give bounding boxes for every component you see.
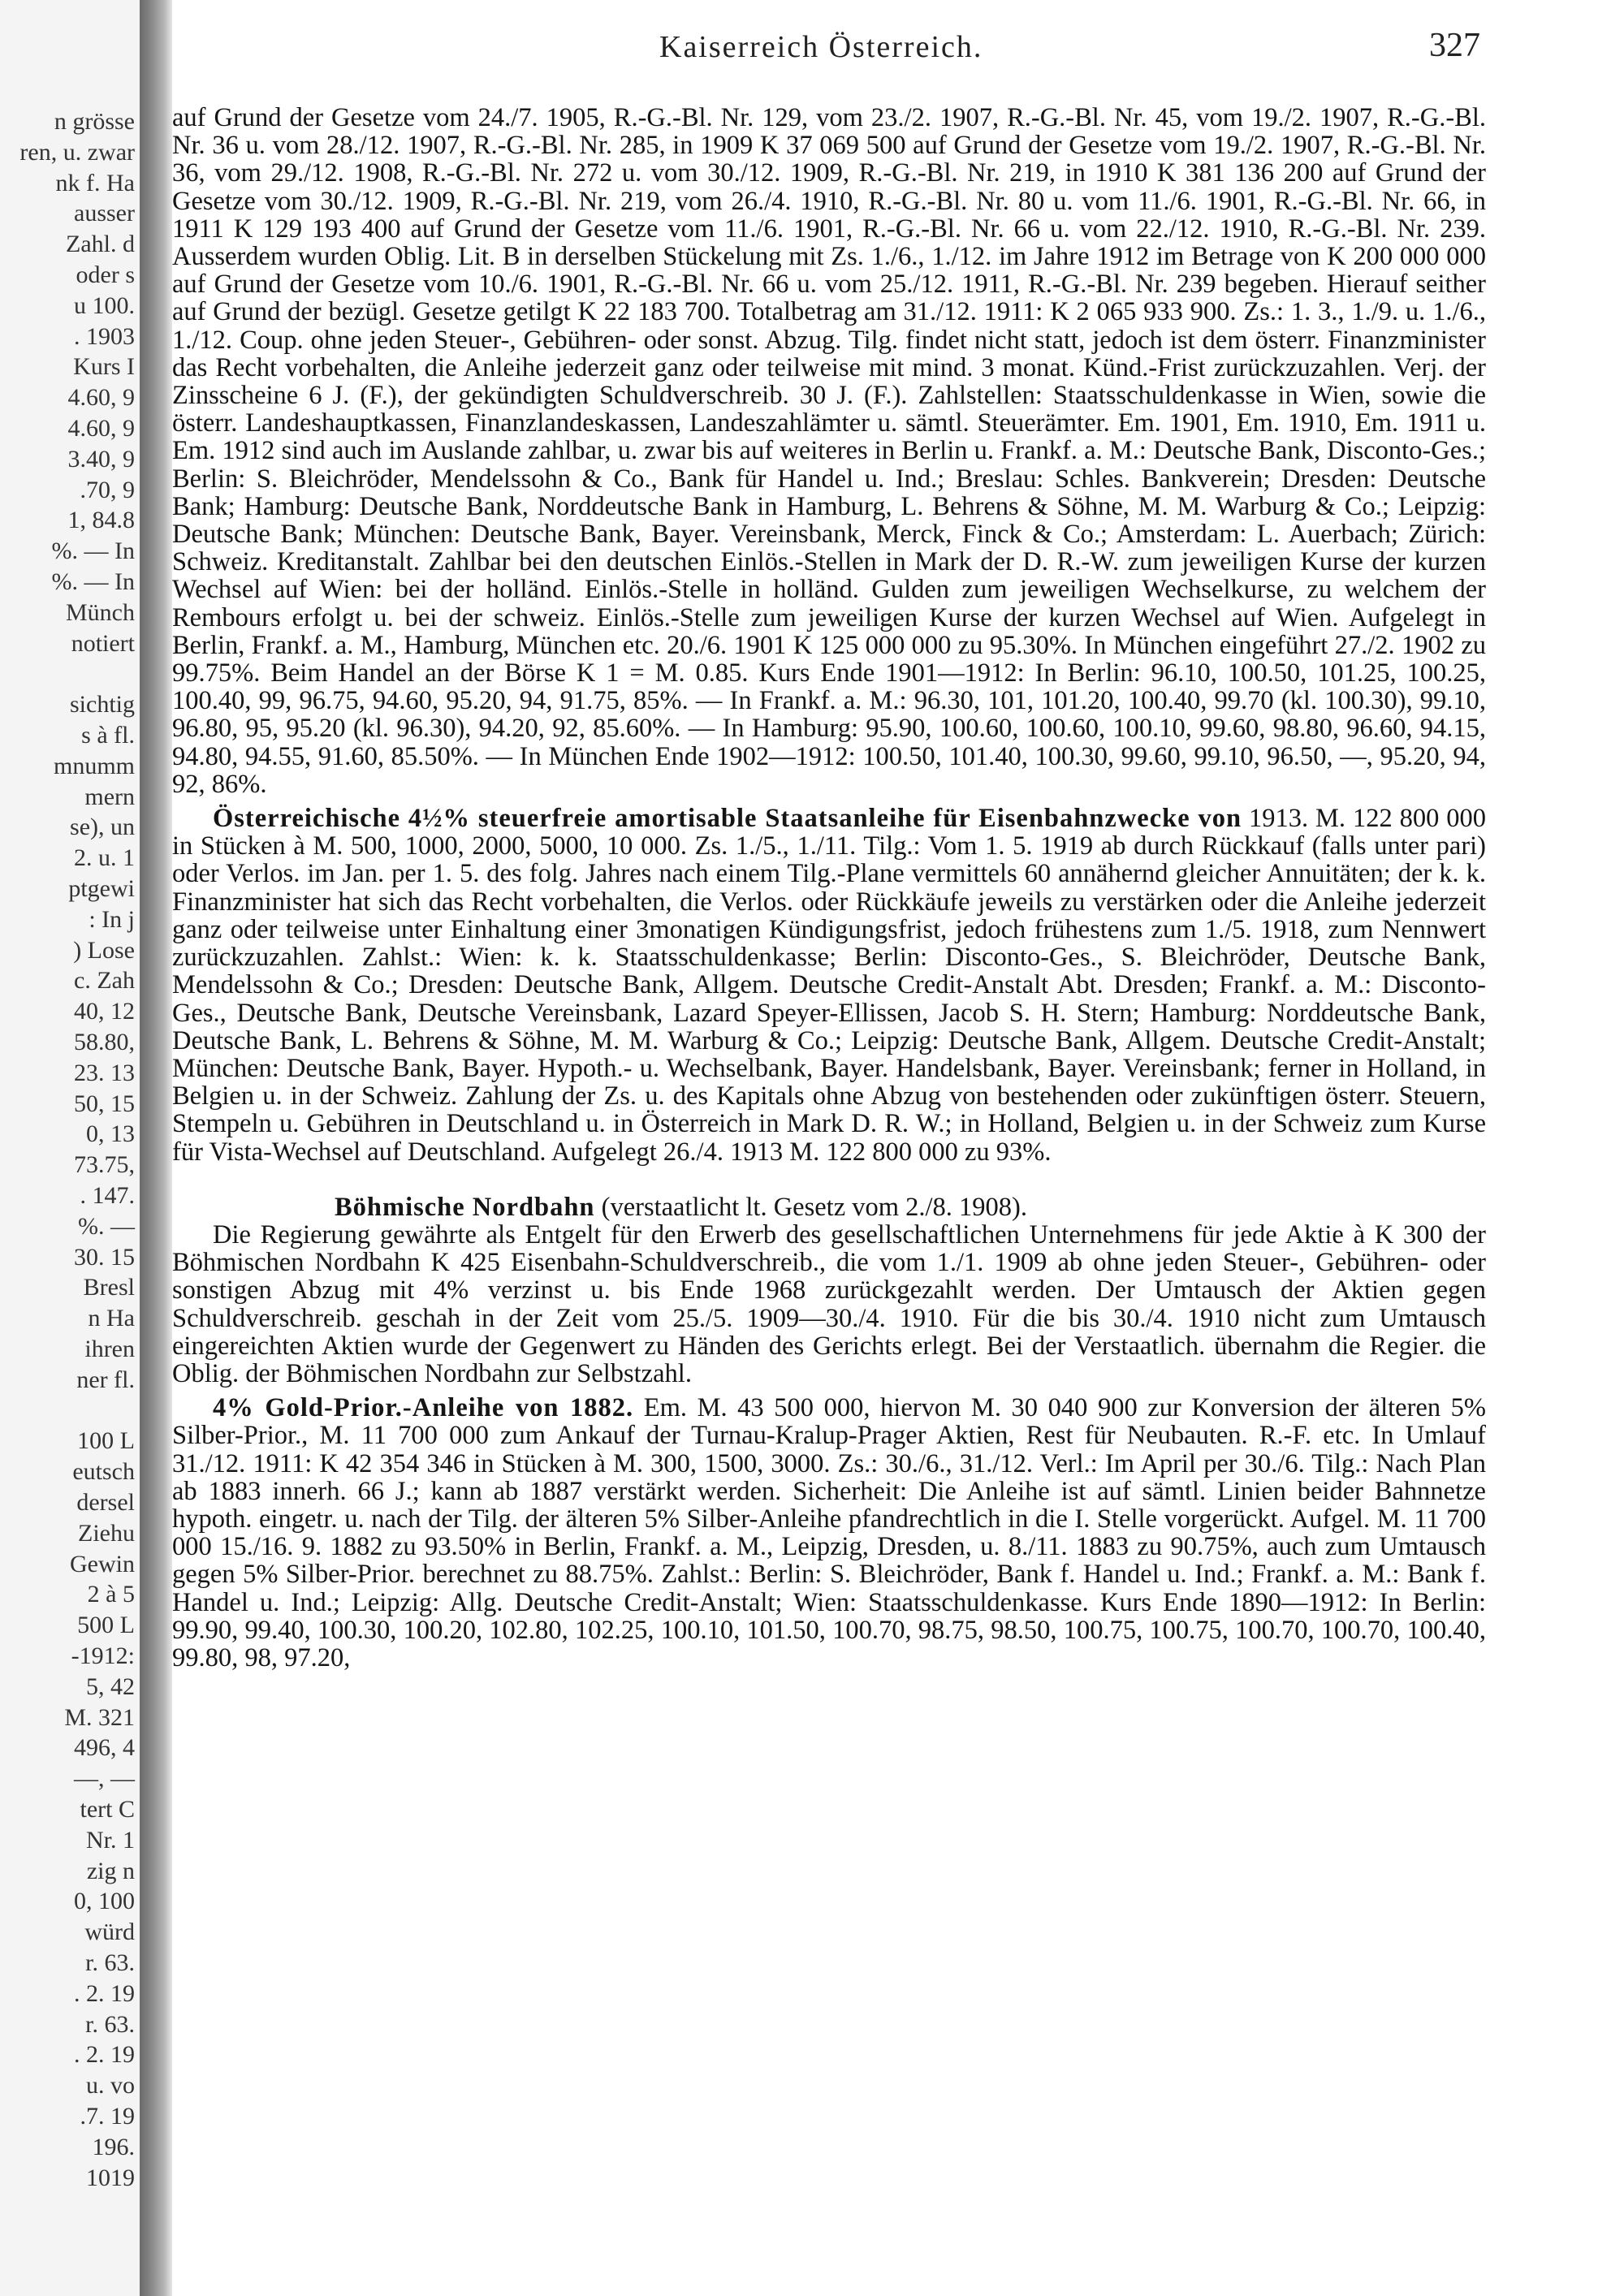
left-page-line: ren, u. zwar xyxy=(19,138,135,166)
left-page-line: —, — xyxy=(74,1765,135,1793)
left-page-line: Nr. 1 xyxy=(86,1826,135,1854)
left-page-line: ihren xyxy=(84,1336,135,1362)
left-page-line: -1912: xyxy=(71,1642,135,1669)
left-page-line: : In j xyxy=(89,905,135,933)
left-page-line: nk f. Ha xyxy=(55,169,135,196)
left-page-line: 40, 12 xyxy=(74,998,135,1025)
running-title: Kaiserreich Österreich. xyxy=(659,30,983,64)
left-page-line: . 1903 xyxy=(74,322,135,350)
left-page-line: ner fl. xyxy=(76,1366,135,1393)
section-boehm-text: Die Regierung gewährte als Entgelt für den Erwerb des gesellschaftlichen Unternehmens für jede Aktie à K 300 der Böhmischen Nordbahn K 425 Eisenbahn-Schuldverschreib., die vom 1./1. 1909 ab ohne jeden Steuer-, Gebühren- oder sonstigen Abzug mit 4% verzinst u. bis Ende 1968 zurückgezahlt werden. Der Umtausch der Aktien gegen Schuldverschreib. geschah in der Zeit vom 25./5. 1909—30./4. 1910. Für die bis 30./4. 1910 nicht zum Umtausch eingereichten Aktien wurde der Gegenwert zu Händen des Gerichts erlegt. Bei der Verstaatlich. übernahm die Regier. die Oblig. der Böhmischen Nordbahn zur Selbstzahl. xyxy=(172,1219,1486,1388)
section-heading-boehmische-nordbahn: Böhmische Nordbahn xyxy=(335,1192,595,1222)
left-page-line: 196. xyxy=(92,2133,135,2160)
left-page-line: eutsch xyxy=(72,1458,135,1486)
left-page-line: 73.75, xyxy=(74,1151,135,1179)
left-page-line: . 2. 19 xyxy=(74,1979,135,2007)
left-page-line: 2. u. 1 xyxy=(74,844,135,872)
left-page-line: 50, 15 xyxy=(74,1090,135,1117)
book-gutter xyxy=(140,0,172,2296)
left-page-line: Bresl xyxy=(83,1274,135,1301)
page-header xyxy=(172,29,1512,75)
paragraph-anleihe-continued: auf Grund der Gesetze vom 24./7. 1905, R.-G.-Bl. Nr. 129, vom 23./2. 1907, R.-G.-Bl. Nr. 45, vom 19./2. 1907, R.-G.-Bl. Nr. 36 u. vom 28./12. 1907, R.-G.-Bl. Nr. 285, in 1909 K 37 069 500 auf Grund der Gesetze vom 19./2. 1907, R.-G.-Bl. Nr. 36, vom 29./12. 1908, R.-G.-Bl. Nr. 272 u. vom 30./12. 1909, R.-G.-Bl. Nr. 219, in 1910 K 381 136 200 auf Grund der Gesetze vom 30./12. 1909, R.-G.-Bl. Nr. 219, vom 26./4. 1910, R.-G.-Bl. Nr. 80 u. vom 11./6. 1901, R.-G.-Bl. Nr. 66, in 1911 K 129 193 400 auf Grund der Gesetze vom 11./6. 1901, R.-G.-Bl. Nr. 66 u. vom 22./12. 1910, R.-G.-Bl. Nr. 239. Ausserdem wurden Oblig. Lit. B in derselben Stückelung mit Zs. 1./6., 1./12. im Jahre 1912 im Betrage von K 200 000 000 auf Grund der Gesetze vom 10./6. 1901, R.-G.-Bl. Nr. 66 u. vom 25./12. 1911, R.-G.-Bl. Nr. 239 begeben. Hierauf seither auf Grund der bezügl. Gesetze getilgt K 22 183 700. Totalbetrag am 31./12. 1911: K 2 065 933 900. Zs.: 1. 3., 1./9. u. 1./6., 1./12. Coup. ohne jeden Steuer-, Gebühren- oder sonst. Abzug. Tilg. findet nicht statt, jedoch ist dem österr. Finanzminister das Recht vorbehalten, die Anleihe jederzeit ganz oder teilweise mit mind. 3 monat. Künd.-Frist zurückzuzahlen. Verj. der Zinsscheine 6 J. (F.), der gekündigten Schuldverschreib. 30 J. (F.). Zahlstellen: Staatsschuldenkasse in Wien, sowie die österr. Landeshauptkassen, Finanzlandeskassen, Landeszahlämter u. sämtl. Steuerämter. Em. 1901, Em. 1910, Em. 1911 u. Em. 1912 sind auch im Auslande zahlbar, u. zwar bis auf weiteres in Berlin u. Frankf. a. M.: Deutsche Bank, Disconto-Ges.; Berlin: S. Bleichröder, Mendelssohn & Co., Bank für Handel u. Ind.; Breslau: Schles. Bankverein; Dresden: Deutsche Bank; Hamburg: Deutsche Bank, Norddeutsche Bank in Hamburg, L. Behrens & Söhne, M. M. Warburg & Co.; Leipzig: Deutsche Bank; München: Deutsche Bank, Bayer. Vereinsbank, Merck, Finck & Co.; Amsterdam: L. Auerbach; Zürich: Schweiz. Kreditanstalt. Zahlbar bei den deutschen Einlös.-Stellen in Mark der D. R.-W. zum jeweiligen Kurse der kurzen Wechsel auf Wien: bei der holländ. Einlös.-Stelle in holländ. Gulden zum jeweiligen Wechselkurse, zu welchem der Rembours erfolgt u. bei der schweiz. Einlös.-Stelle zum jeweiligen Kurse der kurzen Wechsel auf Wien. Aufgelegt in Berlin, Frankf. a. M., Hamburg, München etc. 20./6. 1901 K 125 000 000 zu 95.30%. In München eingeführt 27./2. 1902 zu 99.75%. Beim Handel an der Börse K 1 = M. 0.85. Kurs Ende 1901—1912: In Berlin: 96.10, 100.50, 101.25, 100.25, 100.40, 99, 96.75, 94.60, 95.20, 94, 91.75, 85%. — In Frankf. a. M.: 96.30, 101, 101.20, 100.40, 99.70 (kl. 100.30), 99.10, 96.80, 95, 95.20 (kl. 96.30), 94.20, 92, 85.60%. — In Hamburg: 95.90, 100.60, 100.60, 100.10, 99.60, 98.80, 96.60, 94.15, 94.80, 94.55, 91.60, 85.50%. — In München Ende 1902—1912: 100.50, 101.40, 100.30, 99.60, 99.10, 96.50, —, 95.20, 94, 92, 86%. xyxy=(172,103,1486,799)
left-page-line: 1019 xyxy=(86,2164,135,2191)
left-page-line: M. 321 xyxy=(64,1703,135,1731)
left-page-line: .70, 9 xyxy=(80,476,135,503)
left-page-line: .7. 19 xyxy=(80,2103,135,2130)
left-page-line: 496, 4 xyxy=(74,1734,135,1762)
left-page-line: n grösse xyxy=(54,108,135,135)
left-page-line: sichtig xyxy=(70,691,135,719)
left-page-line: se), un xyxy=(70,814,135,841)
left-page-line: notiert xyxy=(71,629,135,657)
left-page-line: 2 à 5 xyxy=(87,1581,135,1608)
left-page-line: ausser xyxy=(74,200,135,227)
left-page-line: Gewin xyxy=(70,1550,135,1577)
left-page-line: 30. 15 xyxy=(74,1243,135,1271)
left-page-line: dersel xyxy=(76,1489,135,1516)
left-page-line: %. — xyxy=(78,1212,135,1240)
left-page-line: c. Zah xyxy=(74,967,135,995)
left-page-line: 3.40, 9 xyxy=(67,445,135,473)
left-page-line: zig n xyxy=(86,1857,135,1884)
left-page-line: 0, 13 xyxy=(86,1120,135,1148)
section-heading-suffix: (verstaatlicht lt. Gesetz vom 2./8. 1908). xyxy=(594,1192,1028,1222)
section-text: 1913. M. 122 800 000 in Stücken à M. 500, 1000, 2000, 5000, 10 000. Zs. 1./5., 1./11. Tilg.: Vom 1. 5. 1919 ab durch Rückkauf (falls unter pari) oder Verlos. im Jan. per 1. 5. des folg. Jahres nach einem Tilg.-Plane vermittels 60 annähernd gleicher Annuitäten; der k. k. Finanzminister hat sich das Recht vorbehalten, die Verlos. oder Rückkäufe jeweils zu verstärken oder die Anleihe jederzeit ganz oder teilweise unter Einhaltung einer 3monatigen Kündigungsfrist, jedoch frühestens zum 1./5. 1918, zum Nennwert zurückzuzahlen. Zahlst.: Wien: k. k. Staatsschuldenkasse; Berlin: Disconto-Ges., S. Bleichröder, Deutsche Bank, Mendelssohn & Co.; Dresden: Deutsche Bank, Allgem. Deutsche Credit-Anstalt Abt. Dresden; Frankf. a. M.: Disconto-Ges., Deutsche Bank, Deutsche Vereinsbank, Lazard Speyer-Ellissen, Jacob S. H. Stern; Hamburg: Norddeutsche Bank, Deutsche Bank, L. Behrens & Söhne, M. M. Warburg & Co.; Leipzig: Deutsche Bank, Allgem. Deutsche Credit-Anstalt; München: Deutsche Bank, Bayer. Hypoth.- u. Wechselbank, Bayer. Handelsbank, Bayer. Vereinsbank; ferner in Holland, in Belgien u. in der Schweiz. Zahlung der Zs. u. des Kapitals ohne Abzug von bestehenden oder zukünftigen österr. Steuern, Stempeln u. Gebühren in Deutschland u. in Österreich in Mark D. R. W.; in Holland, Belgien u. in der Schweiz zum Kurse für Vista-Wechsel auf Deutschland. Aufgelegt 26./4. 1913 M. 122 800 000 zu 93%. xyxy=(172,804,1487,1167)
left-page-line: 100 L xyxy=(77,1427,135,1455)
left-page-line: r. 63. xyxy=(85,1949,135,1976)
left-page-line: 0, 100 xyxy=(74,1888,135,1915)
left-page-line: u 100. xyxy=(74,291,135,319)
left-page-line: n Ha xyxy=(88,1305,135,1332)
section-text: Em. M. 43 500 000, hiervon M. 30 040 900 zur Konversion der älteren 5% Silber-Prior., M. 11 700 000 zum Ankauf der Turnau-Kralup-Prager Aktien, Rest für Neubauten. R.-F. etc. In Umlauf 31./12. 1911: K 42 354 346 in Stücken à M. 300, 1500, 3000. Zs.: 30./6., 31./12. Verl.: Im April per 30./6. Tilg.: Nach Plan ab 1883 innerh. 66 J.; kann ab 1887 verstärkt werden. Sicherheit: Die Anleihe ist auf sämtl. Linien beider Bahnnetze hypoth. eingetr. u. nach der Tilg. der älteren 5% Silber-Anleihe pfandrechtlich in die I. Stelle vorgerückt. Aufgel. M. 11 700 000 15./16. 9. 1882 zu 93.50% in Berlin, Frankf. a. M., Leipzig, Dresden, u. 8./11. 1883 zu 90.75%, auch zum Umtausch gegen 5% Silber-Prior. berechnet zu 88.75%. Zahlst.: Berlin: S. Bleichröder, Bank f. Handel u. Ind.; Frankf. a. M.: Bank f. Handel u. Ind.; Leipzig: Allg. Deutsche Credit-Anstalt; Wien: Staatsschuldenkasse. Kurs Ende 1890—1912: In Berlin: 99.90, 99.40, 100.30, 100.20, 102.80, 102.25, 100.10, 101.50, 100.70, 98.75, 98.50, 100.75, 100.75, 100.70, 100.70, 100.40, 99.80, 98, 97.20, xyxy=(172,1393,1486,1672)
left-page-line: Münch xyxy=(66,598,135,626)
left-page-line: . 147. xyxy=(80,1182,135,1209)
left-page-line: ptgewi xyxy=(68,875,135,902)
left-page-line: 1, 84.8 xyxy=(67,507,135,534)
section-heading: Österreichische 4½% steuerfreie amortisable Staatsanleihe für Eisenbahnzwecke von xyxy=(213,804,1242,834)
left-page-line: 4.60, 9 xyxy=(67,384,135,412)
left-page-line: würd xyxy=(84,1918,135,1946)
left-page-line: mern xyxy=(84,783,135,810)
left-page-line: Ziehu xyxy=(78,1519,135,1547)
section-heading-gold-prior: 4% Gold-Prior.-Anleihe von 1882. xyxy=(213,1393,634,1423)
left-page-line: . 2. 19 xyxy=(74,2041,135,2069)
left-page-fragment xyxy=(0,0,140,2296)
left-page-line: oder s xyxy=(76,261,135,288)
left-page-line: ) Lose xyxy=(73,936,135,964)
left-page-line: 4.60, 9 xyxy=(67,415,135,442)
left-page-line: mnumm xyxy=(53,752,135,779)
page-number: 327 xyxy=(1429,27,1480,64)
left-page-line: r. 63. xyxy=(85,2010,135,2038)
left-page-line: 58.80, xyxy=(74,1029,135,1055)
document-page xyxy=(172,0,1624,2296)
section-oesterr-eisenbahn xyxy=(172,805,1486,1166)
left-page-line: 23. 13 xyxy=(74,1059,135,1086)
section-boehm-heading-line xyxy=(172,1193,1486,1221)
left-page-line: tert C xyxy=(80,1796,135,1823)
left-page-line: Kurs I xyxy=(73,353,135,381)
left-page-line: u. vo xyxy=(86,2072,135,2100)
left-page-line: Zahl. d xyxy=(66,231,135,258)
page-body xyxy=(172,104,1486,1672)
left-page-line: 500 L xyxy=(77,1612,135,1639)
section-gold-prior xyxy=(172,1394,1486,1672)
left-page-line: s à fl. xyxy=(81,722,135,749)
left-page-line: 5, 42 xyxy=(86,1672,135,1700)
left-page-line: %. — In xyxy=(51,537,135,565)
left-page-line: %. — In xyxy=(51,568,135,595)
